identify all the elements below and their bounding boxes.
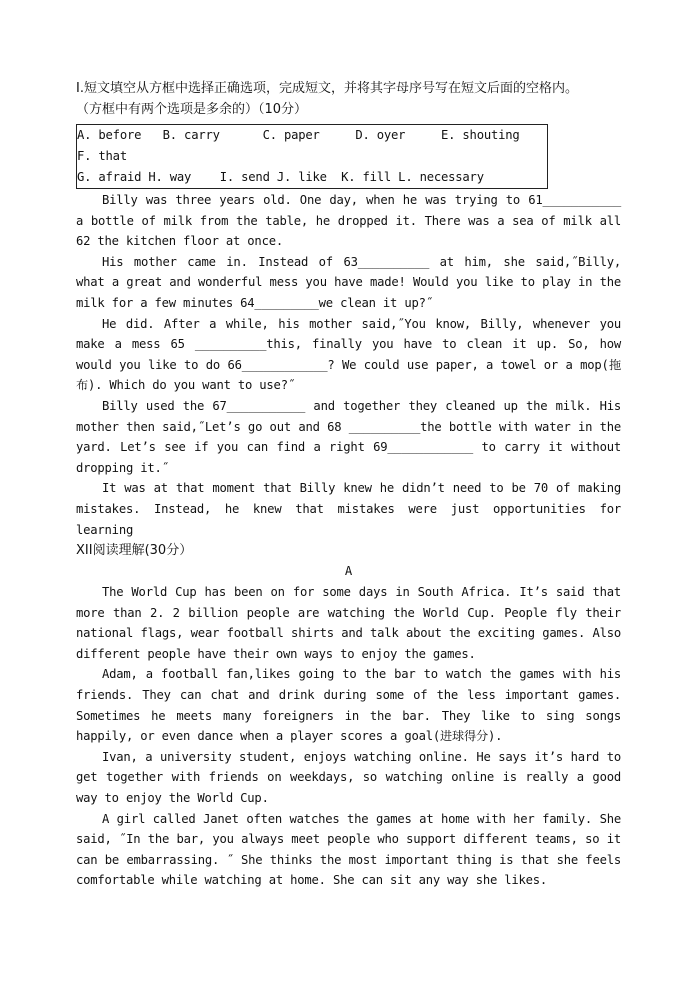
cloze-paragraph: He did. After a while, his mother said,˝You know, Billy, whenever you make a mess 65 __________this, finally you have to clean it up. So, how would you like to do 66____________? We could use paper, a towel or a mop(拖布). Which do you want to use?˝	[76, 316, 621, 393]
options-row: G. afraid H. way I. send J. like K. fill L. necessary	[77, 170, 484, 184]
instruction-line-1: I.短文填空从方框中选择正确选项，完成短文，并将其字母序号写在短文后面的空格内。	[76, 81, 578, 96]
cloze-paragraph: His mother came in. Instead of 63__________ at him, she said,˝Billy, what a great and wonderful mess you have made! Would you like to play in the milk for a few minutes 64_________we clean it up?˝	[76, 254, 621, 310]
cloze-paragraph: Billy used the 67___________ and together they cleaned up the milk. His mother then said,˝Let’s go out and 68 __________the bottle with water in the yard. Let’s see if you can find a right 69____________ to carry it without dropping it.˝	[76, 398, 621, 475]
cloze-paragraph: Billy was three years old. One day, when he was trying to 61___________ a bottle of milk from the table, he dropped it. There was a sea of milk all 62 the kitchen floor at once.	[76, 193, 621, 249]
reading-paragraph: The World Cup has been on for some days in South Africa. It’s said that more than 2. 2 billion people are watching the World Cup. People fly their national flags, wear football shirts and talk about the exciting games. Also different people have their own ways to enjoy the games.	[76, 585, 621, 661]
passage-label: A	[344, 564, 353, 579]
instruction-line-2: （方框中有两个选项是多余的）（10分）	[76, 102, 308, 117]
reading-paragraph: A girl called Janet often watches the games at home with her family. She said, ˝In the bar, you always meet people who support different teams, so it can be embarrassing. ˝ She thinks the most important thing is that she feels comfortable while watching at home. She can sit any way she likes.	[76, 811, 621, 888]
options-box	[76, 124, 548, 189]
options-row: F. that	[77, 149, 127, 163]
reading-paragraph: Adam, a football fan,likes going to the bar to watch the games with his friends. They can chat and drink during some of the less important games. Sometimes he meets many foreigners in the bar. They like to sing songs happily, or even dance when a player scores a goal(进球得分).	[76, 667, 621, 744]
reading-paragraph: Ivan, a university student, enjoys watching online. He says it’s hard to get together with friends on weekdays, so watching online is really a good way to enjoy the World Cup.	[76, 749, 621, 806]
options-row: A. before B. carry C. paper D. oyer E. shouting	[77, 128, 520, 142]
document-page	[76, 78, 621, 891]
section-heading: XII阅读理解(30分）	[76, 543, 193, 559]
cloze-paragraph: It was at that moment that Billy knew he didn’t need to be 70 of making mistakes. Instead, he knew that mistakes were just opportunities for learning	[76, 481, 621, 537]
